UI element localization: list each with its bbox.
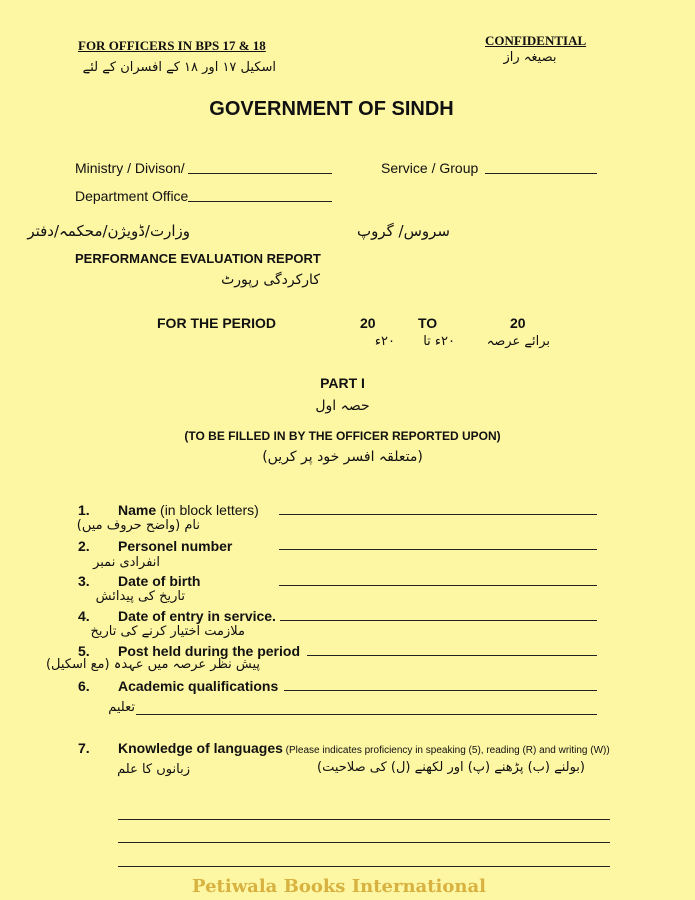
item-number: 2. <box>78 538 90 554</box>
confidential-label: CONFIDENTIAL <box>485 33 587 48</box>
report-title: PERFORMANCE EVALUATION REPORT <box>75 251 321 266</box>
report-title-urdu: کارکردگی رپورٹ <box>221 272 320 288</box>
item-label <box>118 538 232 554</box>
page-title: GOVERNMENT OF SINDH <box>209 98 454 120</box>
languages-field-line-2[interactable] <box>118 842 610 843</box>
ministry-label: Ministry / Divison/ <box>75 160 185 176</box>
item-label-urdu: ملازمت اختیار کرنے کی تاریخ <box>90 624 245 639</box>
academic-qualifications-field-line[interactable] <box>284 690 597 691</box>
item-label-note: (in block letters) <box>156 502 259 518</box>
item-label <box>118 573 200 589</box>
item-label-urdu: پیش نظر عرصہ میں عہدہ (مع اسکیل) <box>45 657 260 672</box>
item-label-urdu: تاریخ کی پیدائش <box>95 589 185 604</box>
period-label: FOR THE PERIOD <box>157 315 277 331</box>
languages-label-note: (Please indicates proficiency in speaking (5), reading (R) and writing (W)) <box>282 745 610 756</box>
publisher-footer: Petiwala Books International <box>192 876 486 897</box>
item-label-main: Date of birth <box>118 573 201 589</box>
item-number: 3. <box>78 573 90 589</box>
confidential-label-urdu: بصیغہ راز <box>503 50 557 65</box>
languages-field-line-3[interactable] <box>118 866 610 867</box>
item-label-main: Date of entry in service. <box>118 608 276 624</box>
period-year-start-urdu: ۲۰ء <box>374 334 395 349</box>
ministry-field-line <box>188 173 332 174</box>
service-label-urdu: سروس/ گروپ <box>356 222 450 240</box>
item-label-main: Personel number <box>118 538 233 554</box>
officers-heading: FOR OFFICERS IN BPS 17 & 18 <box>78 38 266 53</box>
post-held-field-line[interactable] <box>307 655 597 656</box>
item-label <box>118 502 259 518</box>
date-of-entry-field-line[interactable] <box>280 620 597 621</box>
part-title-urdu: حصہ اول <box>315 398 370 414</box>
item-number: 7. <box>78 740 90 756</box>
academic-qualifications-field-line-2[interactable] <box>136 714 597 715</box>
languages-field-line-1[interactable] <box>118 819 610 820</box>
period-to: TO <box>418 315 438 331</box>
languages-note-urdu: (بولنے (ب) پڑھنے (پ) اور لکھنے (ل) کی صلاحیت) <box>317 760 585 775</box>
item-number: 1. <box>78 502 90 518</box>
department-field-line <box>188 201 332 202</box>
item-label <box>118 608 276 624</box>
period-year-end: 20 <box>510 315 526 331</box>
period-to-urdu: ۲۰ء تا <box>423 334 455 349</box>
department-label: Department Office <box>75 188 189 204</box>
languages-label-main: Knowledge of languages <box>118 740 283 756</box>
item-label-main: Name <box>118 502 157 518</box>
date-of-birth-field-line[interactable] <box>279 585 597 586</box>
languages-label-urdu: زبانوں کا علم <box>117 762 190 777</box>
item-number: 5. <box>78 643 90 659</box>
name-field-line[interactable] <box>279 514 597 515</box>
part-instruction-urdu: (متعلقہ افسر خود پر کریں) <box>262 449 423 465</box>
ministry-label-urdu: وزارت/ڈویژن/محکمہ/دفتر <box>27 222 190 240</box>
item-number: 4. <box>78 608 90 624</box>
item-label <box>118 678 278 694</box>
item-label-urdu: نام (واضح حروف میں) <box>76 518 200 533</box>
item-label-main: Post held during the period <box>118 643 300 659</box>
languages-label <box>118 740 610 756</box>
part-instruction: (TO BE FILLED IN BY THE OFFICER REPORTED UPON) <box>184 429 501 443</box>
part-title: PART I <box>320 375 365 391</box>
service-field-line <box>485 173 597 174</box>
item-label-urdu: انفرادی نمبر <box>93 555 160 570</box>
service-label: Service / Group <box>381 160 479 176</box>
personel-number-field-line[interactable] <box>279 549 597 550</box>
item-number: 6. <box>78 678 90 694</box>
period-label-urdu: برائے عرصہ <box>486 334 550 349</box>
item-label-urdu: تعلیم <box>108 700 135 715</box>
item-label-main: Academic qualifications <box>118 678 279 694</box>
officers-heading-urdu: اسکیل ۱۷ اور ۱۸ کے افسران کے لئے <box>82 60 276 75</box>
period-year-start: 20 <box>360 315 376 331</box>
